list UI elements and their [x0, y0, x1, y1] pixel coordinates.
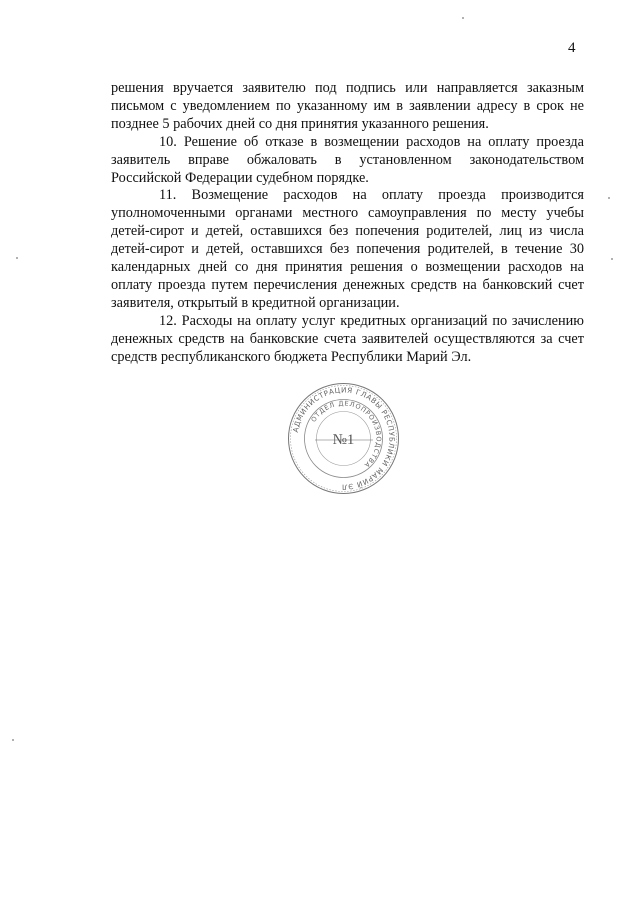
paragraph-11: 11. Возмещение расходов на оплату проезда производится уполномоченными органами местного самоуправления по месту учебы детей-сирот и детей, оставшихся без попечения родителей, лиц из числа детей-сирот и детей, оставшихся без попечения родителей, в течение 30 календарных дней со дня принятия решения о возмещении расходов на оплату проезда путем перечисления денежных средств на банковский счет заявителя, открытый в кредитной организации.	[111, 187, 584, 311]
stamp-number: №1	[332, 432, 355, 448]
scan-speck	[608, 197, 610, 199]
paragraph-12: 12. Расходы на оплату услуг кредитных организаций по зачислению денежных средств на банковские счета заявителей осуществляются за счет средств республиканского бюджета Республики Марий Эл.	[111, 312, 584, 365]
paragraph-10: 10. Решение об отказе в возмещении расходов на оплату проезда заявитель вправе обжаловать в установленном законодательством Российской Федерации судебном порядке.	[111, 133, 584, 186]
official-seal-stamp	[287, 381, 400, 496]
scan-speck	[16, 257, 18, 259]
scan-speck	[12, 739, 14, 741]
stamp-outer-text: АДМИНИСТРАЦИЯ ГЛАВЫ РЕСПУБЛИКИ МАРИЙ ЭЛ	[290, 385, 397, 492]
paragraph-continuation: решения вручается заявителю под подпись или направляется заказным письмом с уведомлением по указанному им в заявлении адресу в срок не позднее 5 рабочих дней со дня принятия указанного решения.	[111, 80, 584, 132]
page-number: 4	[568, 40, 576, 56]
scan-speck	[611, 258, 613, 260]
scan-speck	[462, 17, 464, 19]
document-body	[111, 80, 584, 367]
stamp-inner-text: ОТДЕЛ ДЕЛОПРОИЗВОДСТВА	[309, 399, 383, 470]
